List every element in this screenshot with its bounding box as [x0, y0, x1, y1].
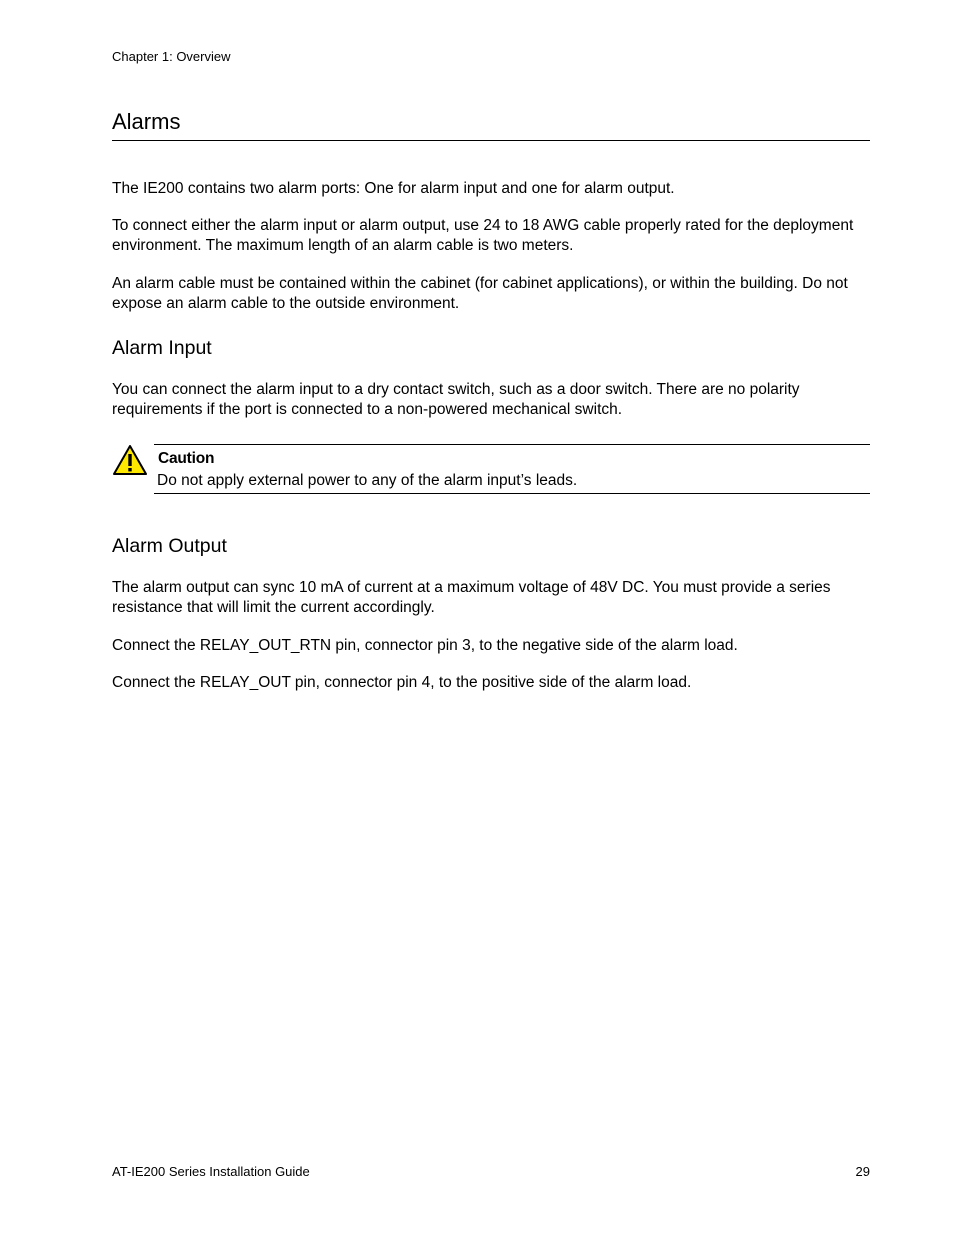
- alarm-output-relay-paragraph: Connect the RELAY_OUT pin, connector pin 4, to the positive side of the alarm load.: [112, 674, 692, 691]
- alarm-output-rtn-paragraph: Connect the RELAY_OUT_RTN pin, connector pin 3, to the negative side of the alarm load.: [112, 637, 738, 654]
- running-header: Chapter 1: Overview: [112, 49, 231, 64]
- warning-triangle-icon: [112, 444, 148, 476]
- alarm-output-current-paragraph: The alarm output can sync 10 mA of current at a maximum voltage of 48V DC. You must provide a series resistance that will limit the current accordingly.: [112, 579, 831, 616]
- subheading-alarm-input: Alarm Input: [112, 337, 212, 359]
- page-number: 29: [855, 1164, 870, 1179]
- caution-bottom-rule: [154, 493, 870, 494]
- alarms-cable-paragraph: To connect either the alarm input or alarm output, use 24 to 18 AWG cable properly rated for the deployment environment. The maximum length of an alarm cable is two meters.: [112, 217, 854, 254]
- caution-top-rule: [154, 444, 870, 445]
- subheading-alarm-output: Alarm Output: [112, 535, 227, 557]
- section-title-alarms: Alarms: [112, 109, 181, 134]
- section-title-rule: [112, 140, 870, 141]
- caution-label: Caution: [158, 450, 215, 467]
- caution-text: Do not apply external power to any of the alarm input’s leads.: [157, 472, 578, 489]
- alarm-input-paragraph: You can connect the alarm input to a dry contact switch, such as a door switch. There are no polarity requirements if the port is connected to a non-powered mechanical switch.: [112, 381, 800, 418]
- running-footer: AT-IE200 Series Installation Guide: [112, 1164, 310, 1179]
- alarms-containment-paragraph: An alarm cable must be contained within the cabinet (for cabinet applications), or within the building. Do not expose an alarm cable to the outside environment.: [112, 275, 848, 312]
- alarms-intro-paragraph: The IE200 contains two alarm ports: One for alarm input and one for alarm output.: [112, 180, 675, 197]
